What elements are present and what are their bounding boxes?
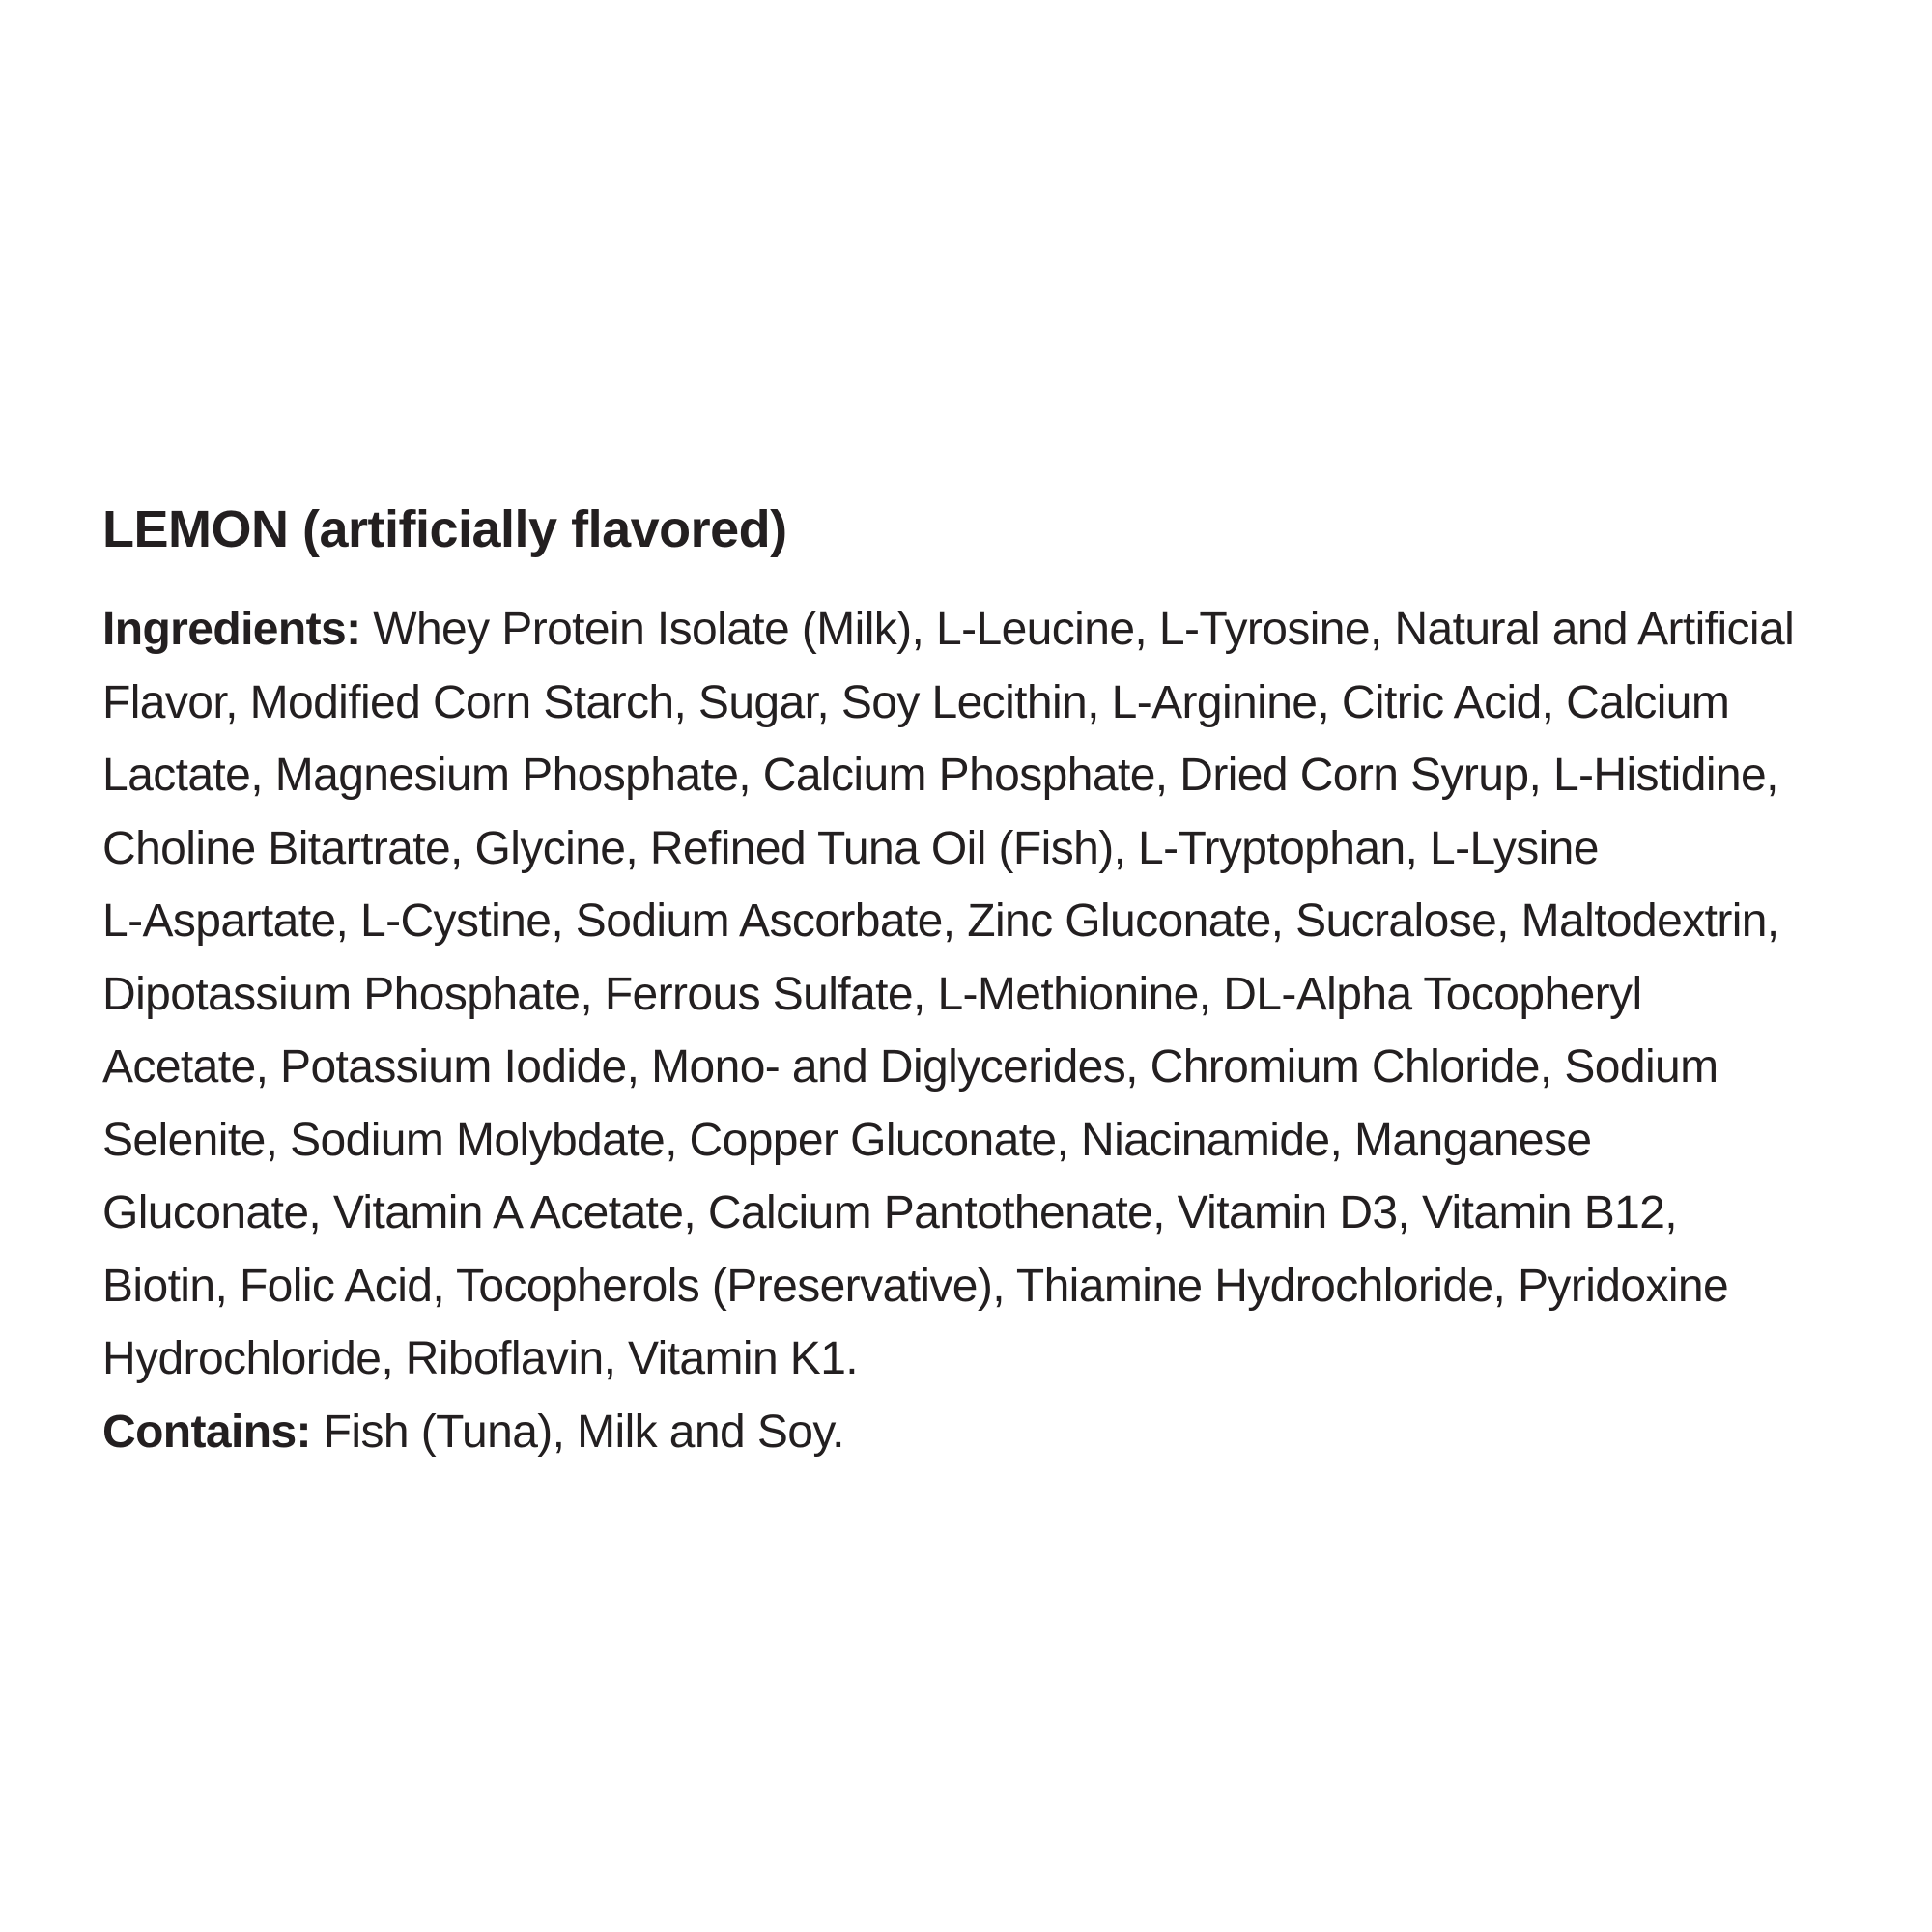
ingredients-line: Biotin, Folic Acid, Tocopherols (Preservative), Thiamine Hydrochloride, Pyridoxine <box>102 1260 1729 1312</box>
contains-heading: Contains: <box>102 1406 311 1458</box>
ingredients-line: Gluconate, Vitamin A Acetate, Calcium Pantothenate, Vitamin D3, Vitamin B12, <box>102 1187 1678 1238</box>
contains-text: Fish (Tuna), Milk and Soy. <box>323 1406 844 1458</box>
ingredients-paragraph <box>102 593 1851 1468</box>
ingredients-line: L-Aspartate, L-Cystine, Sodium Ascorbate, Zinc Gluconate, Sucralose, Maltodextrin, <box>102 895 1779 947</box>
ingredients-line <box>102 593 1851 667</box>
ingredients-line: Acetate, Potassium Iodide, Mono- and Diglycerides, Chromium Chloride, Sodium <box>102 1041 1719 1093</box>
ingredients-line-text: Whey Protein Isolate (Milk), L-Leucine, L-Tyrosine, Natural and Artificial <box>373 604 1795 655</box>
ingredient-label-block <box>102 498 1851 1468</box>
ingredients-line: Hydrochloride, Riboflavin, Vitamin K1. <box>102 1333 859 1384</box>
contains-line <box>102 1396 1851 1469</box>
ingredients-line: Flavor, Modified Corn Starch, Sugar, Soy Lecithin, L-Arginine, Citric Acid, Calcium <box>102 676 1730 728</box>
ingredients-heading: Ingredients: <box>102 604 361 655</box>
ingredients-line: Selenite, Sodium Molybdate, Copper Gluconate, Niacinamide, Manganese <box>102 1114 1592 1166</box>
ingredients-line: Dipotassium Phosphate, Ferrous Sulfate, L-Methionine, DL-Alpha Tocopheryl <box>102 968 1642 1020</box>
ingredients-line: Choline Bitartrate, Glycine, Refined Tuna Oil (Fish), L-Tryptophan, L-Lysine <box>102 822 1599 874</box>
ingredients-line: Lactate, Magnesium Phosphate, Calcium Phosphate, Dried Corn Syrup, L-Histidine, <box>102 750 1778 801</box>
flavor-title: LEMON (artificially flavored) <box>102 500 787 558</box>
